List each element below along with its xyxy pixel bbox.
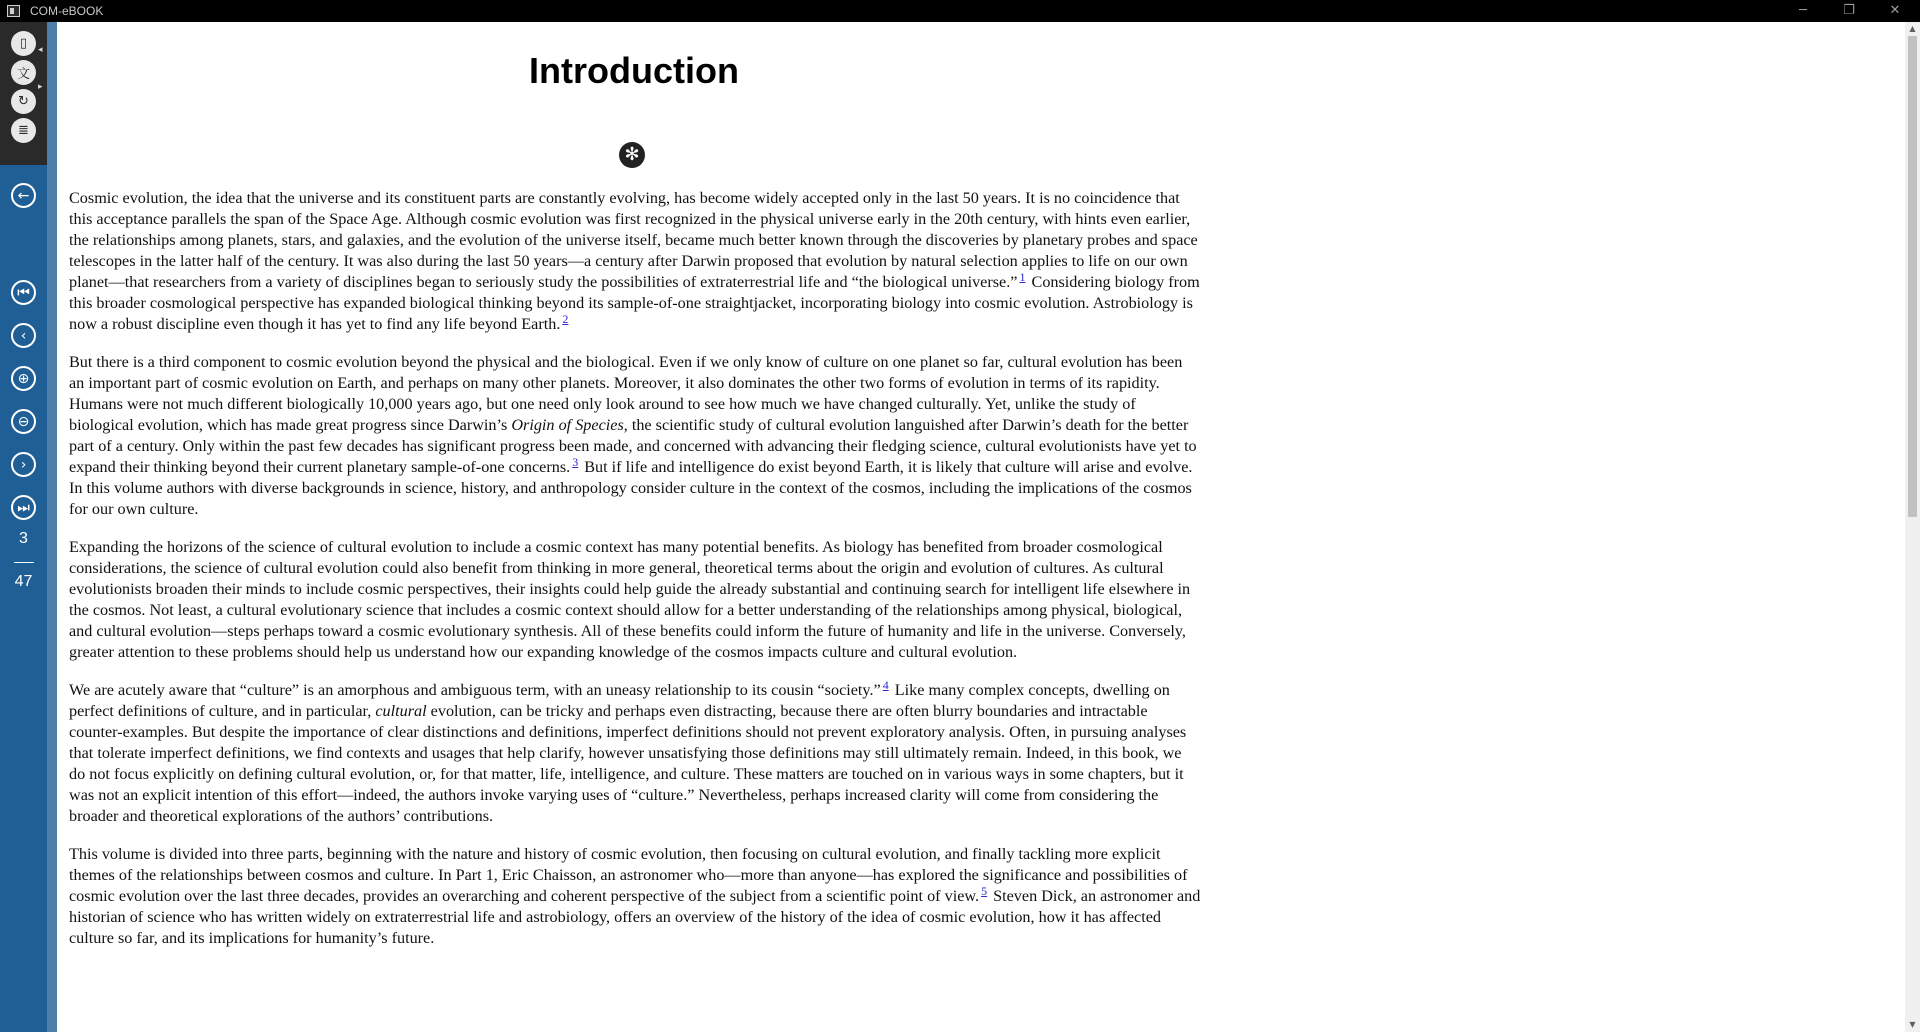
collapse-right-icon[interactable]: ▸ <box>38 82 43 92</box>
paragraph-text: evolution, can be tricky and perhaps even distracting, because there are often blurry boundaries and intractable counter-examples. But despite the importance of clear distinctions and definitions, imperfect definitions should not prevent exploratory analysis. Often, in pursuing analyses that tolerate imperfect definitions, we find contexts and usages that help clarify, however unsatisfying those definitions may still ultimately remain. Indeed, in this book, we do not focus explicitly on defining cultural evolution, or, for that matter, life, intelligence, and culture. These matters are touched on in various ways in some chapters, but it was not an explicit intention of this effort—indeed, the authors invoke varying uses of “culture.” Nevertheless, perhaps increased clarity will come from considering the broader and theoretical explorations of the authors’ contributions. <box>69 702 1187 825</box>
window-title: COM-eBOOK <box>30 4 104 18</box>
paragraph-text: , the scientific study of cultural evolution languished after Darwin’s death for the better part of a century. Only within the past few decades has significant progress been made, and concerned with advancing their fledging science, cultural evolutionists have yet to expand their thinking beyond their current planetary sample-of-one concerns. <box>69 416 1197 476</box>
body-text <box>69 188 1201 966</box>
paragraph-text: This volume is divided into three parts, beginning with the nature and history of cosmic evolution, then focusing on cultural evolution, and finally tackling more explicit themes of the relationships between cosmos and culture. In Part 1, Eric Chaisson, an astronomer who—more than anyone—has explored the significance and possibilities of cosmic evolution over the last three decades, provides an overarching and coherent perspective of the subject from a scientific point of view. <box>69 845 1188 905</box>
scroll-up-icon[interactable]: ▲ <box>1909 24 1916 33</box>
paragraph-text: Like many complex concepts, dwelling on perfect definitions of culture, and in particular, <box>69 681 1170 720</box>
zoom-in-icon[interactable]: ⊕ <box>11 366 36 391</box>
title-bar <box>0 0 1920 22</box>
contents-icon[interactable]: ≣ <box>11 118 36 143</box>
previous-page-icon[interactable]: ‹ <box>11 323 36 348</box>
page-title: Introduction <box>529 50 739 91</box>
paragraph-text: We are acutely aware that “culture” is an amorphous and ambiguous term, with an uneasy relationship to its cousin “society.” <box>69 681 881 699</box>
page-divider <box>14 562 34 563</box>
scroll-down-icon[interactable]: ▼ <box>1909 1020 1916 1029</box>
book-icon[interactable]: ▯ <box>11 31 36 56</box>
paragraph-text: Steven Dick, an astronomer and historian of science who has written widely on extraterrestrial life and astrobiology, offers an overview of the history of the idea of cosmic evolution, how it has affected culture so far, and its implications for humanity’s future. <box>69 887 1201 947</box>
restore-button[interactable]: ❐ <box>1843 3 1855 18</box>
sidebar-toolbar <box>0 22 47 165</box>
paragraph-text: But if life and intelligence do exist beyond Earth, it is likely that culture will arise and evolve. In this volume authors with diverse backgrounds in science, history, and anthropology consider culture in the context of the cosmos, including the implications of the cosmos for our own culture. <box>69 458 1193 518</box>
rotate-icon[interactable]: ↻ <box>11 89 36 114</box>
app-icon <box>7 5 20 17</box>
close-button[interactable]: ✕ <box>1889 3 1901 18</box>
paragraph-text: But there is a third component to cosmic evolution beyond the physical and the biological. Even if we only know of culture on one planet so far, cultural evolution has been an important part of cosmic evolution on Earth, and perhaps on many other planets. Moreover, it also dominates the other two forms of evolution in terms of its rapidity. Humans were not much different biologically 10,000 years ago, but one need only look around to see how much we have changed culturally. Yet, unlike the study of biological evolution, which has made great progress since Darwin’s <box>69 353 1183 434</box>
footnote-link[interactable]: 1 <box>1019 270 1026 284</box>
minimize-button[interactable]: ─ <box>1799 3 1807 18</box>
back-icon[interactable]: ← <box>11 183 36 208</box>
paragraph <box>69 352 1201 520</box>
current-page-number: 3 <box>19 530 28 547</box>
paragraph <box>69 844 1201 949</box>
italic-text: cultural <box>375 702 427 720</box>
last-page-icon[interactable]: ⏭ <box>11 495 36 520</box>
collapse-left-icon[interactable]: ◂ <box>38 45 43 55</box>
paragraph-text: Expanding the horizons of the science of cultural evolution to include a cosmic context has many potential benefits. As biology has benefited from broader cosmological considerations, the science of cultural evolution could also benefit from thinking in more general, theoretical terms about the origin and evolution of cultures. As cultural evolutionists broaden their minds to include cosmic perspectives, their insights could help guide the already substantial and continuing search for intelligent life elsewhere in the cosmos. Not least, a cultural evolutionary science that includes a cosmic context should allow for a better understanding of the relationships among physical, biological, and cultural evolution—steps perhaps toward a cosmic evolutionary synthesis. All of these benefits could inform the future of humanity and life in the universe. Conversely, greater attention to these problems should help us understand how our expanding knowledge of the cosmos impacts culture and cultural evolution. <box>69 538 1191 661</box>
paragraph <box>69 537 1201 663</box>
footnote-link[interactable]: 2 <box>562 312 569 326</box>
vertical-scrollbar[interactable] <box>1905 22 1920 1032</box>
translate-icon[interactable]: 文 <box>11 60 36 85</box>
zoom-out-icon[interactable]: ⊖ <box>11 409 36 434</box>
sidebar <box>0 22 47 1032</box>
footnote-link[interactable]: 3 <box>572 455 579 469</box>
total-page-count: 47 <box>14 573 33 590</box>
next-page-icon[interactable]: › <box>11 452 36 477</box>
first-page-icon[interactable]: ⏮ <box>11 280 36 305</box>
sidebar-edge <box>47 22 57 1032</box>
paragraph-text: Cosmic evolution, the idea that the universe and its constituent parts are constantly evolving, has become widely accepted only in the last 50 years. It is no coincidence that this acceptance parallels the span of the Space Age. Although cosmic evolution was first recognized in the physical universe early in the 20th century, with hints even earlier, the relationships among planets, stars, and galaxies, and the evolution of the universe itself, became much better known through the discoveries by planetary probes and space telescopes in the latter half of the century. It was also during the last 50 years—a century after Darwin proposed that evolution by natural selection applies to life on our own planet—that researchers from a variety of disciplines began to seriously study the possibilities of extraterrestrial life and “the biological universe.” <box>69 189 1198 291</box>
italic-text: Origin of Species <box>511 416 624 434</box>
footnote-link[interactable]: 5 <box>981 884 988 898</box>
paragraph <box>69 680 1201 827</box>
ornament-icon: ✻ <box>619 142 645 168</box>
scroll-thumb[interactable] <box>1908 36 1917 517</box>
paragraph <box>69 188 1201 335</box>
footnote-link[interactable]: 4 <box>882 678 889 692</box>
paragraph-text: Considering biology from this broader cosmological perspective has expanded biological thinking beyond its sample-of-one straightjacket, incorporating biology into cosmic evolution. Astrobiology is now a robust discipline even though it has yet to find any life beyond Earth. <box>69 273 1200 333</box>
reader-content <box>57 22 1905 1032</box>
